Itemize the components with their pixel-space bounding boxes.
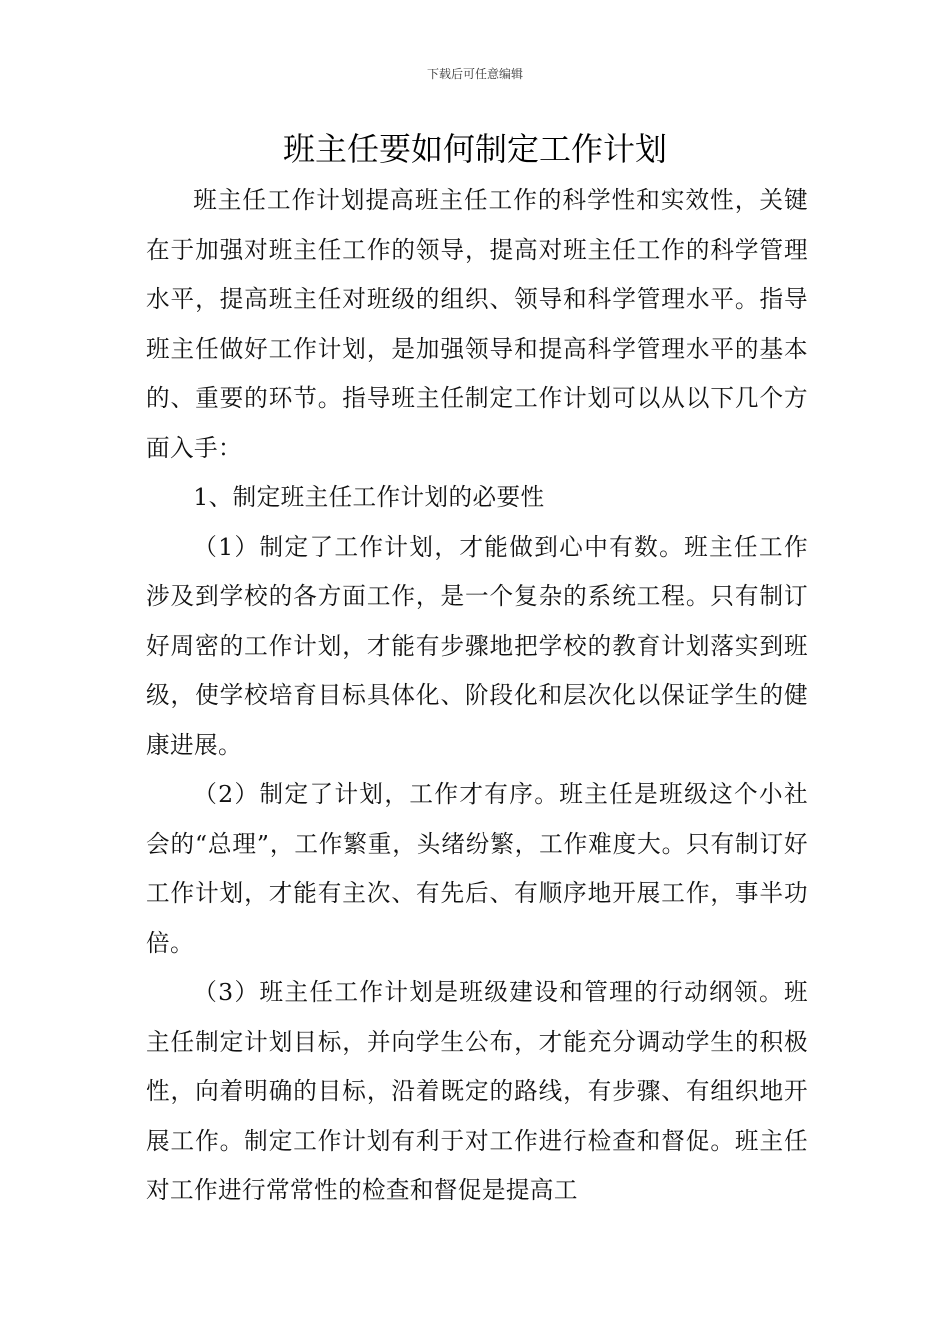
paragraph-section-heading: 1、制定班主任工作计划的必要性 <box>193 483 545 511</box>
document-title: 班主任要如何制定工作计划 <box>282 130 667 168</box>
paragraph-point-2: （2）制定了计划，工作才有序。班主任是班级这个小社会的“总理”，工作繁重，头绪纷繁，工作难度大。只有制订好工作计划，才能有主次、有先后、有顺序地开展工作，事半功倍。 <box>146 780 808 957</box>
paragraph-point-1: （1）制定了工作计划，才能做到心中有数。班主任工作涉及到学校的各方面工作，是一个复杂的系统工程。只有制订好周密的工作计划，才能有步骤地把学校的教育计划落实到班级，使学校培育目标具体化、阶段化和层次化以保证学生的健康进展。 <box>146 532 808 759</box>
document-body <box>146 176 808 1216</box>
paragraph-point-3: （3）班主任工作计划是班级建设和管理的行动纲领。班主任制定计划目标，并向学生公布，才能充分调动学生的积极性，向着明确的目标，沿着既定的路线，有步骤、有组织地开展工作。制定工作计划有利于对工作进行检查和督促。班主任对工作进行常常性的检查和督促是提高工 <box>146 978 808 1204</box>
header-note: 下载后可任意编辑 <box>426 67 523 81</box>
paragraph-intro: 班主任工作计划提高班主任工作的科学性和实效性，关键在于加强对班主任工作的领导，提高对班主任工作的科学管理水平，提高班主任对班级的组织、领导和科学管理水平。指导班主任做好工作计划，是加强领导和提高科学管理水平的基本的、重要的环节。指导班主任制定工作计划可以从以下几个方面入手： <box>146 186 808 462</box>
